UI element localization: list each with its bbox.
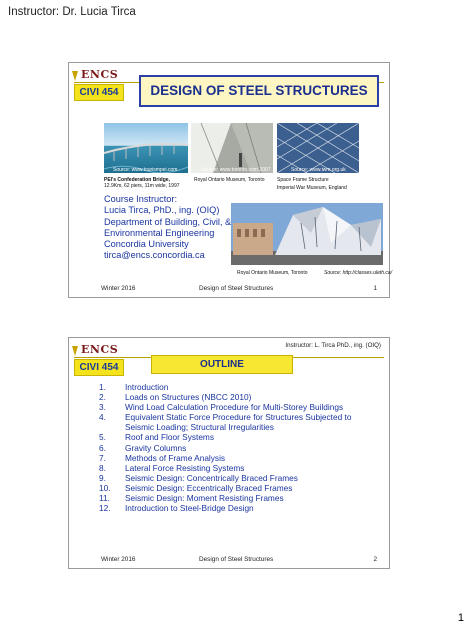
encs-logo-mark-icon xyxy=(70,344,80,358)
museum-interior-image xyxy=(191,123,273,173)
list-item-text: Methods of Frame Analysis xyxy=(125,452,226,463)
bridge-image xyxy=(104,123,188,173)
list-item-number: 12. xyxy=(99,503,111,514)
list-item-number: 1. xyxy=(99,382,106,392)
museum-source: Source: www.toronto.com 2007 xyxy=(201,167,271,173)
list-item xyxy=(99,463,351,473)
list-item-number: 2. xyxy=(99,392,106,403)
list-item xyxy=(99,412,351,432)
course-instructor-block xyxy=(104,194,231,262)
list-item-number: 7. xyxy=(99,452,106,463)
space-frame-image xyxy=(277,123,359,173)
slide1-footer-page: 1 xyxy=(373,285,377,292)
museum-caption: Royal Ontario Museum, Toronto xyxy=(194,177,265,183)
instructor-line-1: Course Instructor: xyxy=(104,194,178,204)
list-item-text: Seismic Design: Concentrically Braced Frames xyxy=(125,472,298,483)
outline-list xyxy=(99,382,351,513)
bridge-source: Source: www.tourismpei.com xyxy=(113,167,178,173)
list-item xyxy=(99,443,351,453)
instructor-line-4: Environmental Engineering xyxy=(104,227,215,238)
page-number: 1 xyxy=(457,612,464,624)
list-item-text: Wind Load Calculation Procedure for Multi-Storey Buildings xyxy=(125,402,344,413)
list-item-number: 6. xyxy=(99,442,106,453)
course-tag: CIVI 454 xyxy=(74,359,124,376)
slide2-footer-page: 2 xyxy=(373,556,377,563)
slide2-footer-term: Winter 2016 xyxy=(101,556,136,563)
slide-title: DESIGN OF STEEL STRUCTURES xyxy=(139,75,379,107)
slide1-footer-name: Design of Steel Structures xyxy=(199,285,274,292)
list-item-number: 10. xyxy=(99,482,111,493)
encs-logo-mark-icon xyxy=(70,69,80,83)
instructor-line-2: Lucia Tirca, PhD., ing. (OIQ) xyxy=(104,205,220,216)
list-item xyxy=(99,503,351,513)
slide1-footer-term: Winter 2016 xyxy=(101,285,136,292)
list-item-number: 3. xyxy=(99,402,106,413)
encs-logo-text: ENCS xyxy=(81,343,119,356)
list-item-text: Loads on Structures (NBCC 2010) xyxy=(125,392,252,403)
course-tag: CIVI 454 xyxy=(74,84,124,101)
instructor-line-5: Concordia University xyxy=(104,239,189,250)
space-frame-photo xyxy=(277,123,359,173)
war-museum-caption: Imperial War Museum, England xyxy=(277,185,347,191)
list-item-text: Equivalent Static Force Procedure for Structures Subjected to xyxy=(125,412,352,423)
page-header-instructor: Instructor: Dr. Lucia Tirca xyxy=(8,6,136,18)
slide-2 xyxy=(68,337,390,569)
list-item xyxy=(99,453,351,463)
space-frame-caption: Space Frame Structure xyxy=(277,177,329,183)
list-item xyxy=(99,473,351,483)
list-item xyxy=(99,432,351,442)
list-item-text-continued: Seismic Loading; Structural Irregularities xyxy=(125,422,274,433)
list-item xyxy=(99,392,351,402)
confederation-bridge-photo xyxy=(104,123,188,173)
rom-exterior-source: Source: http://classes.uleth.ca/ xyxy=(324,270,393,276)
museum-exterior-image xyxy=(231,203,383,265)
list-item-number: 8. xyxy=(99,462,106,473)
list-item-number: 5. xyxy=(99,432,106,443)
outline-title: OUTLINE xyxy=(151,355,293,374)
list-item-number: 4. xyxy=(99,412,106,423)
encs-logo-text: ENCS xyxy=(81,68,119,81)
list-item xyxy=(99,483,351,493)
list-item-text: Lateral Force Resisting Systems xyxy=(125,462,245,473)
list-item xyxy=(99,382,351,392)
list-item-text: Gravity Columns xyxy=(125,442,187,453)
bridge-caption-title-text: PEI's Confederation Bridge, xyxy=(104,177,170,183)
slide2-instructor: Instructor: L. Tirca PhD., ing. (OIQ) xyxy=(285,342,381,349)
rom-exterior-photo xyxy=(231,203,383,265)
rom-exterior-caption: Royal Ontario Museum, Toronto xyxy=(237,270,308,276)
list-item xyxy=(99,402,351,412)
list-item-number: 11. xyxy=(99,493,110,504)
list-item-number: 9. xyxy=(99,472,106,483)
slide-1 xyxy=(68,62,393,298)
bridge-caption-detail: 12.9Km, 62 piers, 11m wide, 1997 xyxy=(104,183,180,189)
slide2-footer-name: Design of Steel Structures xyxy=(199,556,274,563)
list-item-text: Seismic Design: Moment Resisting Frames xyxy=(125,493,284,504)
list-item-text: Introduction xyxy=(125,382,169,392)
list-item-text: Roof and Floor Systems xyxy=(125,432,214,443)
list-item-text: Seismic Design: Eccentrically Braced Frames xyxy=(125,482,293,493)
list-item xyxy=(99,493,351,503)
list-item-text: Introduction to Steel-Bridge Design xyxy=(125,503,254,514)
instructor-email: tirca@encs.concordia.ca xyxy=(104,250,205,261)
frame-source: Source: www.iwm.org.uk xyxy=(291,167,346,173)
instructor-line-3: Department of Building, Civil, & xyxy=(104,216,232,227)
rom-interior-photo xyxy=(191,123,273,173)
